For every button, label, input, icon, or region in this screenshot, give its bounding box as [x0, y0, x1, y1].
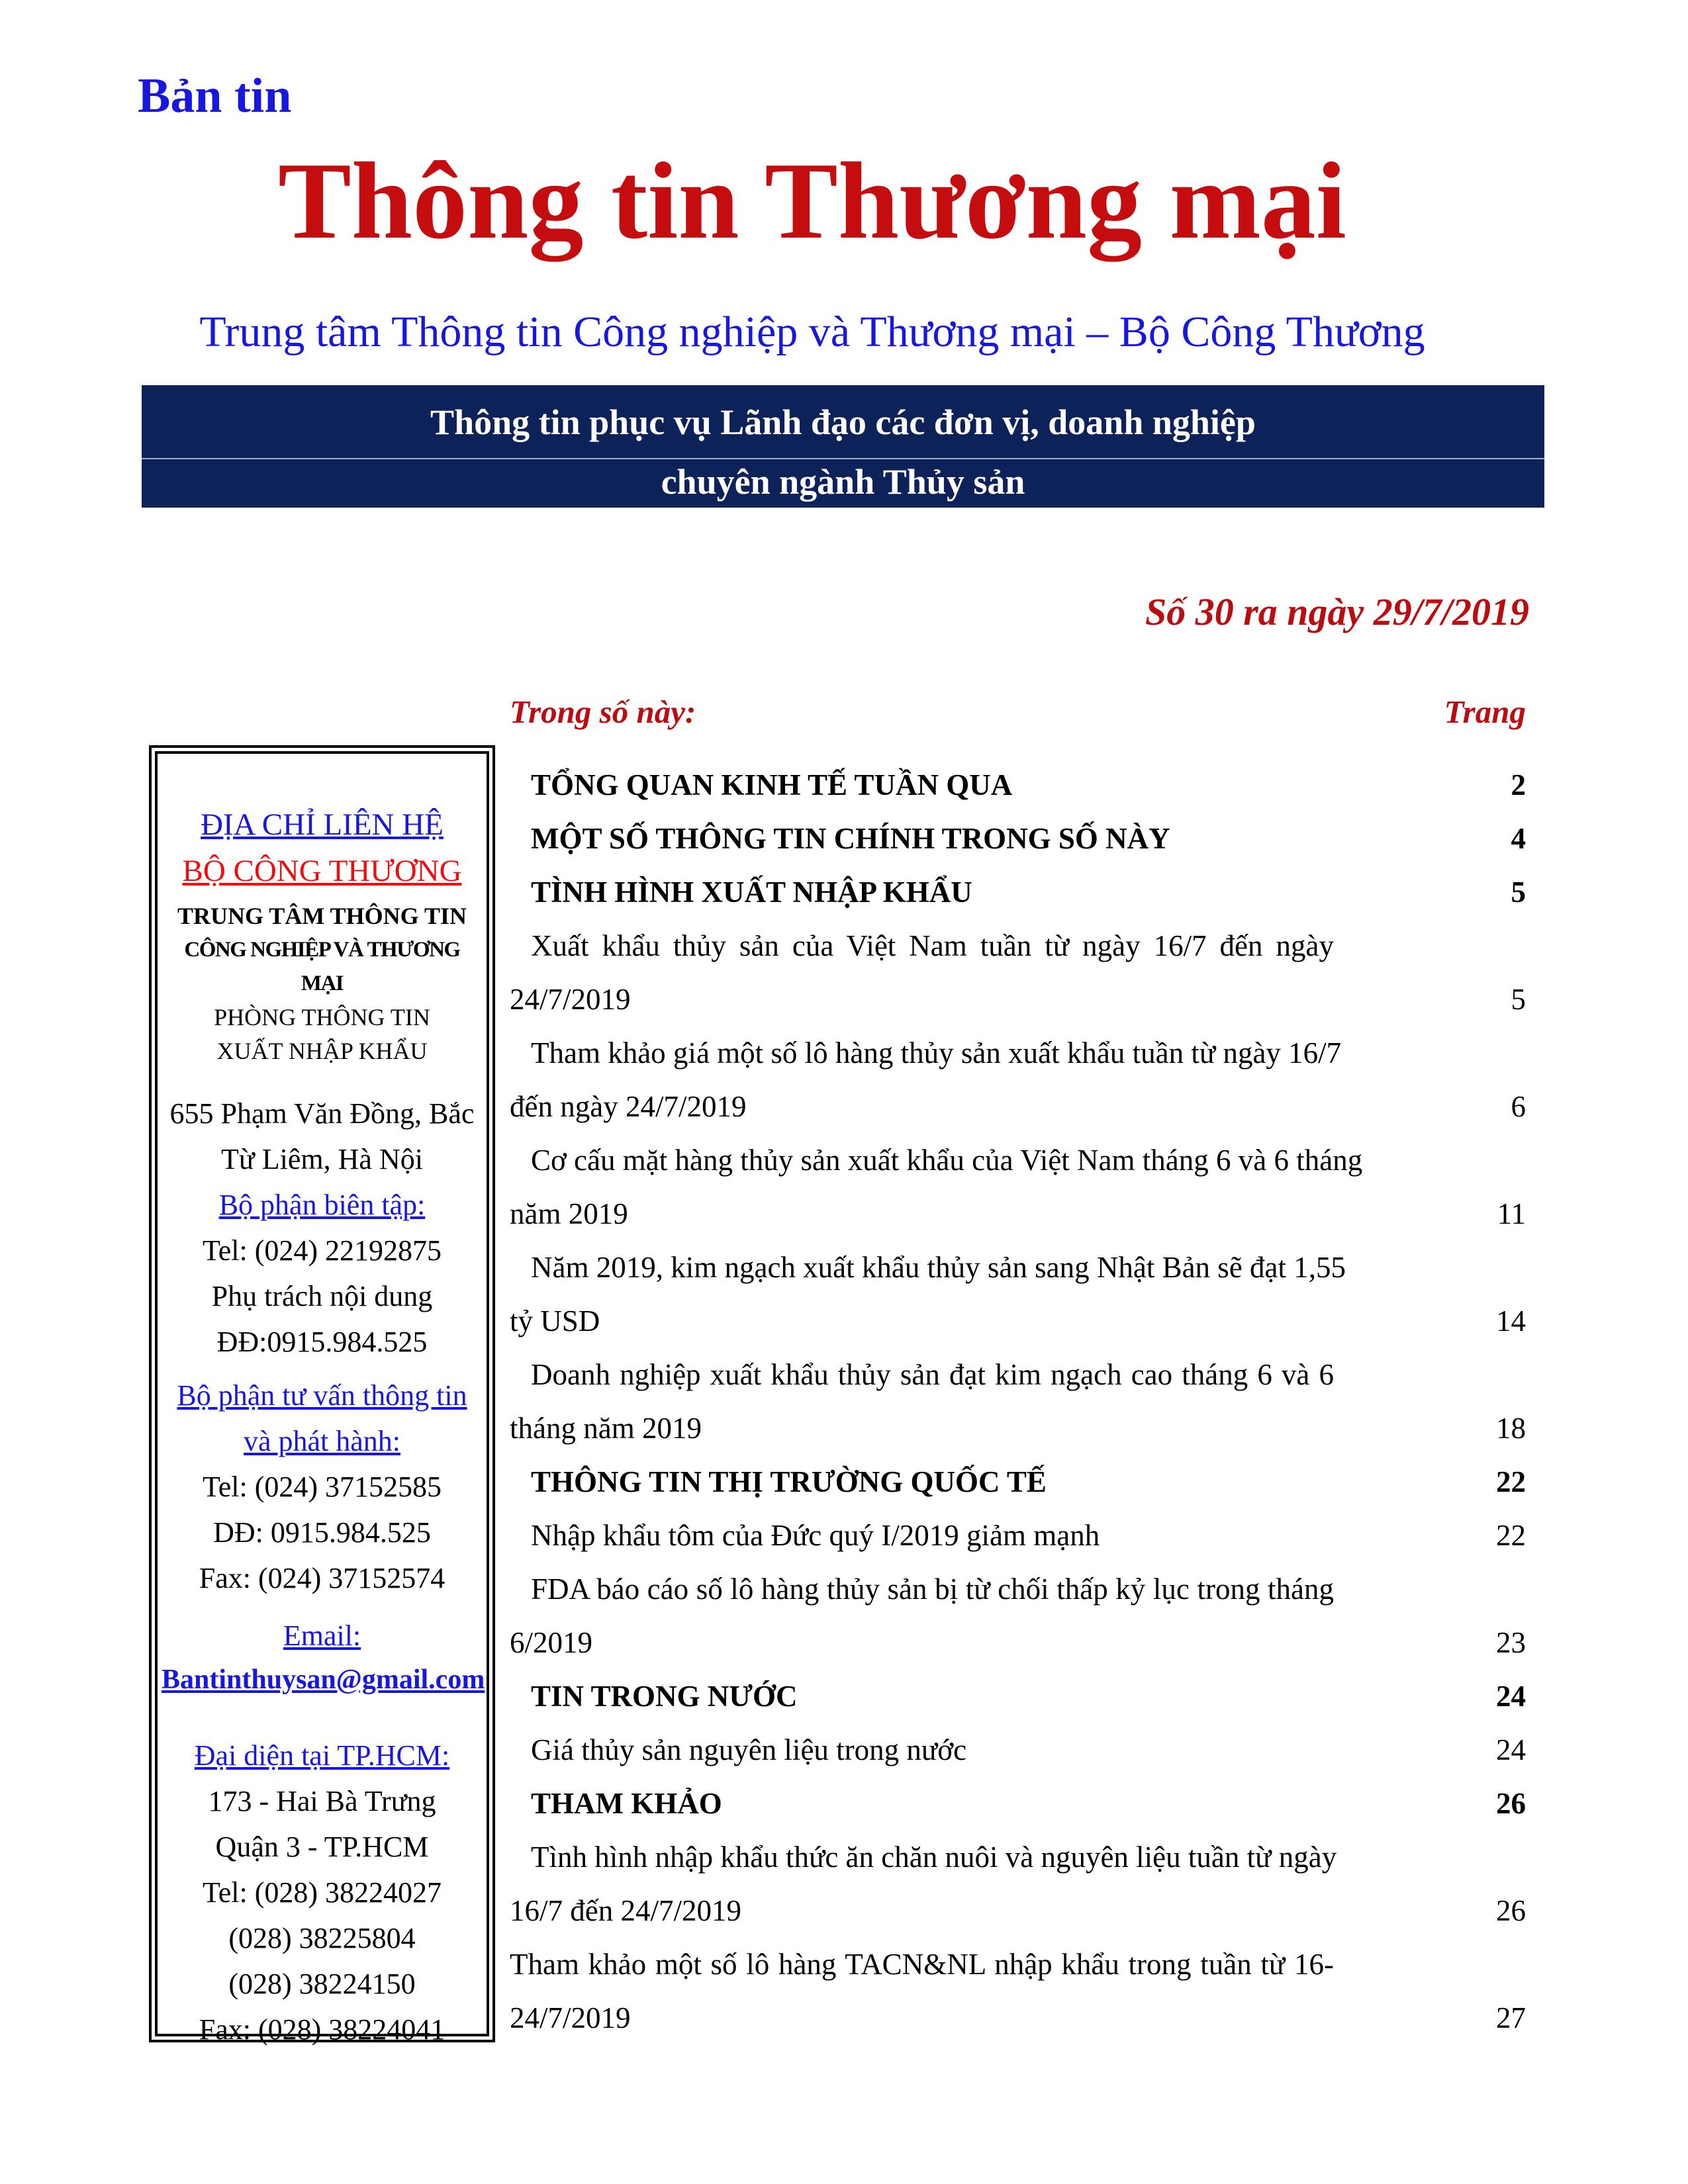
- toc-entry-label: [510, 1777, 1334, 1831]
- toc-list: [510, 758, 1526, 2045]
- toc-page-number: 23: [1496, 1626, 1526, 1659]
- newsletter-title: Thông tin Thương mại: [278, 140, 1346, 261]
- toc-entry: [510, 812, 1526, 866]
- editorial-contact-block: [162, 1182, 483, 1365]
- toc-entry: [510, 1348, 1526, 1455]
- toc-entry: [510, 1026, 1526, 1134]
- toc-entry-label: [510, 1348, 1334, 1455]
- toc-entry-line: tỷ USD: [510, 1304, 600, 1338]
- toc-page-number: 5: [1511, 876, 1526, 909]
- toc-entry: [510, 1563, 1526, 1670]
- toc-entry: [510, 1455, 1526, 1509]
- department-line: XUẤT NHẬP KHẨU: [216, 1038, 428, 1064]
- address-block: [162, 1091, 483, 1182]
- ministry-name: BỘ CÔNG THƯƠNG: [182, 854, 462, 888]
- toc-header-right: Trang: [1444, 694, 1526, 730]
- banner: [142, 385, 1544, 508]
- banner-line-2: chuyên ngành Thủy sản: [661, 462, 1025, 502]
- consulting-heading: Bộ phận tư vấn thông tin: [177, 1379, 467, 1412]
- email-block: [162, 1613, 483, 1701]
- toc-entry-label: [510, 1134, 1363, 1241]
- toc-page-number: 27: [1496, 2001, 1526, 2034]
- contact-line: (028) 38224150: [228, 1968, 416, 2000]
- contact-line: 173 - Hai Bà Trưng: [208, 1785, 436, 1817]
- hcm-heading: Đại diện tại TP.HCM:: [194, 1739, 450, 1772]
- toc-entry-line: TỔNG QUAN KINH TẾ TUẦN QUA: [531, 768, 1013, 801]
- toc-entry-line: THAM KHẢO: [531, 1787, 722, 1820]
- center-name-line: CÔNG NGHIỆP VÀ THƯƠNG MẠI: [184, 938, 460, 995]
- toc-entry: [510, 1670, 1526, 1723]
- toc-page-number: 22: [1496, 1519, 1526, 1552]
- toc-entry-label: [510, 1723, 1334, 1777]
- toc-entry: [510, 1241, 1526, 1348]
- toc-entry-line: Doanh nghiệp xuất khẩu thủy sản đạt kim ngạch cao tháng 6 và 6: [531, 1358, 1334, 1391]
- toc-entry-line: Nhập khẩu tôm của Đức quý I/2019 giảm mạnh: [531, 1519, 1100, 1552]
- hcm-office-block: [162, 1733, 483, 2052]
- toc-entry-label: [510, 1241, 1346, 1348]
- toc-entry-line: đến ngày 24/7/2019: [510, 1090, 747, 1123]
- toc-entry-label: [510, 1670, 1334, 1723]
- kicker-label: Bản tin: [138, 69, 292, 123]
- toc-entry-line: Tham khảo một số lô hàng TACN&NL nhập khẩu trong tuần từ 16-: [510, 1948, 1334, 1981]
- email-link[interactable]: Bantinthuysan@gmail.com: [162, 1664, 485, 1695]
- toc-entry-line: 6/2019: [510, 1626, 593, 1659]
- toc-entry-line: Xuất khẩu thủy sản của Việt Nam tuần từ ngày 16/7 đến ngày: [531, 929, 1334, 962]
- toc-entry: [510, 866, 1526, 919]
- contact-line: DĐ: 0915.984.525: [213, 1516, 431, 1549]
- contact-line: Tel: (028) 38224027: [202, 1876, 442, 1909]
- contact-line: (028) 38225804: [228, 1922, 416, 1954]
- contact-line: Fax: (024) 37152574: [199, 1562, 445, 1594]
- toc-entry-line: Tham khảo giá một số lô hàng thủy sản xuất khẩu tuần từ ngày 16/7: [531, 1036, 1342, 1069]
- toc-entry-line: 24/7/2019: [510, 2001, 631, 2034]
- toc-entry-label: [510, 866, 1334, 919]
- consulting-contact-block: [162, 1373, 483, 1601]
- email-heading: Email:: [283, 1619, 361, 1652]
- toc-entry-line: Giá thủy sản nguyên liệu trong nước: [531, 1733, 967, 1766]
- contact-line: Fax: (028) 38224041: [199, 2013, 445, 2046]
- toc-entry-label: [510, 1938, 1334, 2045]
- toc-entry-line: Cơ cấu mặt hàng thủy sản xuất khẩu của Việt Nam tháng 6 và 6 tháng: [531, 1144, 1363, 1177]
- toc-entry-label: [510, 1455, 1334, 1509]
- toc-entry-line: TIN TRONG NƯỚC: [531, 1680, 798, 1713]
- toc-entry-line: 24/7/2019: [510, 983, 631, 1016]
- toc-entry: [510, 1777, 1526, 1831]
- toc-entry-line: tháng năm 2019: [510, 1412, 702, 1445]
- toc-page-number: 26: [1496, 1787, 1526, 1820]
- toc-entry-line: MỘT SỐ THÔNG TIN CHÍNH TRONG SỐ NÀY: [531, 822, 1170, 855]
- toc-header-left: Trong số này:: [510, 694, 696, 730]
- toc-entry-line: 16/7 đến 24/7/2019: [510, 1894, 741, 1927]
- toc-page-number: 24: [1496, 1733, 1526, 1766]
- toc-page-number: 14: [1496, 1304, 1526, 1338]
- toc-header: [510, 694, 1526, 731]
- address-line: 655 Phạm Văn Đồng, Bắc: [169, 1097, 475, 1130]
- toc-page-number: 24: [1496, 1680, 1526, 1713]
- toc-entry: [510, 1509, 1526, 1563]
- toc-entry: [510, 1723, 1526, 1777]
- consulting-heading-2: và phát hành:: [243, 1425, 401, 1457]
- center-name-block: [162, 899, 483, 1068]
- contact-line: Phụ trách nội dung: [211, 1280, 433, 1312]
- contact-line: Tel: (024) 22192875: [202, 1234, 442, 1267]
- address-line: Từ Liêm, Hà Nội: [221, 1143, 423, 1175]
- publisher-line: Trung tâm Thông tin Công nghiệp và Thương mại – Bộ Công Thương: [199, 308, 1425, 356]
- toc-page-number: 2: [1511, 768, 1526, 801]
- toc-entry-line: Tình hình nhập khẩu thức ăn chăn nuôi và nguyên liệu tuần từ ngày: [531, 1841, 1337, 1874]
- editorial-heading: Bộ phận biên tập:: [218, 1189, 426, 1221]
- toc-entry-label: [510, 919, 1334, 1026]
- contact-line: ĐĐ:0915.984.525: [216, 1326, 428, 1358]
- contact-heading: ĐỊA CHỈ LIÊN HỆ: [201, 807, 444, 842]
- toc-entry-line: Năm 2019, kim ngạch xuất khẩu thủy sản sang Nhật Bản sẽ đạt 1,55: [531, 1251, 1346, 1284]
- toc-entry-line: năm 2019: [510, 1197, 628, 1230]
- toc-page-number: 22: [1496, 1465, 1526, 1498]
- toc-entry: [510, 758, 1526, 812]
- toc-entry-line: THÔNG TIN THỊ TRƯỜNG QUỐC TẾ: [531, 1465, 1047, 1498]
- table-of-contents: [510, 694, 1526, 2045]
- toc-page-number: 18: [1496, 1412, 1526, 1445]
- toc-entry-line: FDA báo cáo số lô hàng thủy sản bị từ chối thấp kỷ lục trong tháng: [531, 1572, 1334, 1606]
- toc-entry-label: [510, 812, 1334, 866]
- toc-entry: [510, 1831, 1526, 1938]
- toc-entry: [510, 919, 1526, 1026]
- toc-page-number: 4: [1511, 822, 1526, 855]
- toc-entry-label: [510, 1563, 1334, 1670]
- banner-line-1: Thông tin phục vụ Lãnh đạo các đơn vị, doanh nghiệp: [430, 402, 1256, 442]
- toc-entry: [510, 1938, 1526, 2045]
- toc-entry: [510, 1134, 1526, 1241]
- toc-entry-label: [510, 1831, 1337, 1938]
- toc-page-number: 6: [1511, 1090, 1526, 1123]
- toc-entry-label: [510, 1026, 1342, 1134]
- center-name-line: TRUNG TÂM THÔNG TIN: [177, 903, 467, 929]
- contact-line: Quận 3 - TP.HCM: [215, 1831, 429, 1863]
- contact-line: Tel: (024) 37152585: [202, 1471, 442, 1503]
- department-line: PHÒNG THÔNG TIN: [214, 1004, 430, 1030]
- toc-entry-label: [510, 758, 1334, 812]
- toc-page-number: 5: [1511, 983, 1526, 1016]
- toc-page-number: 26: [1496, 1894, 1526, 1927]
- toc-page-number: 11: [1497, 1197, 1526, 1230]
- issue-line: Số 30 ra ngày 29/7/2019: [1145, 590, 1529, 633]
- contact-box: [149, 745, 495, 2046]
- toc-entry-line: TÌNH HÌNH XUẤT NHẬP KHẨU: [531, 876, 972, 909]
- toc-entry-label: [510, 1509, 1334, 1563]
